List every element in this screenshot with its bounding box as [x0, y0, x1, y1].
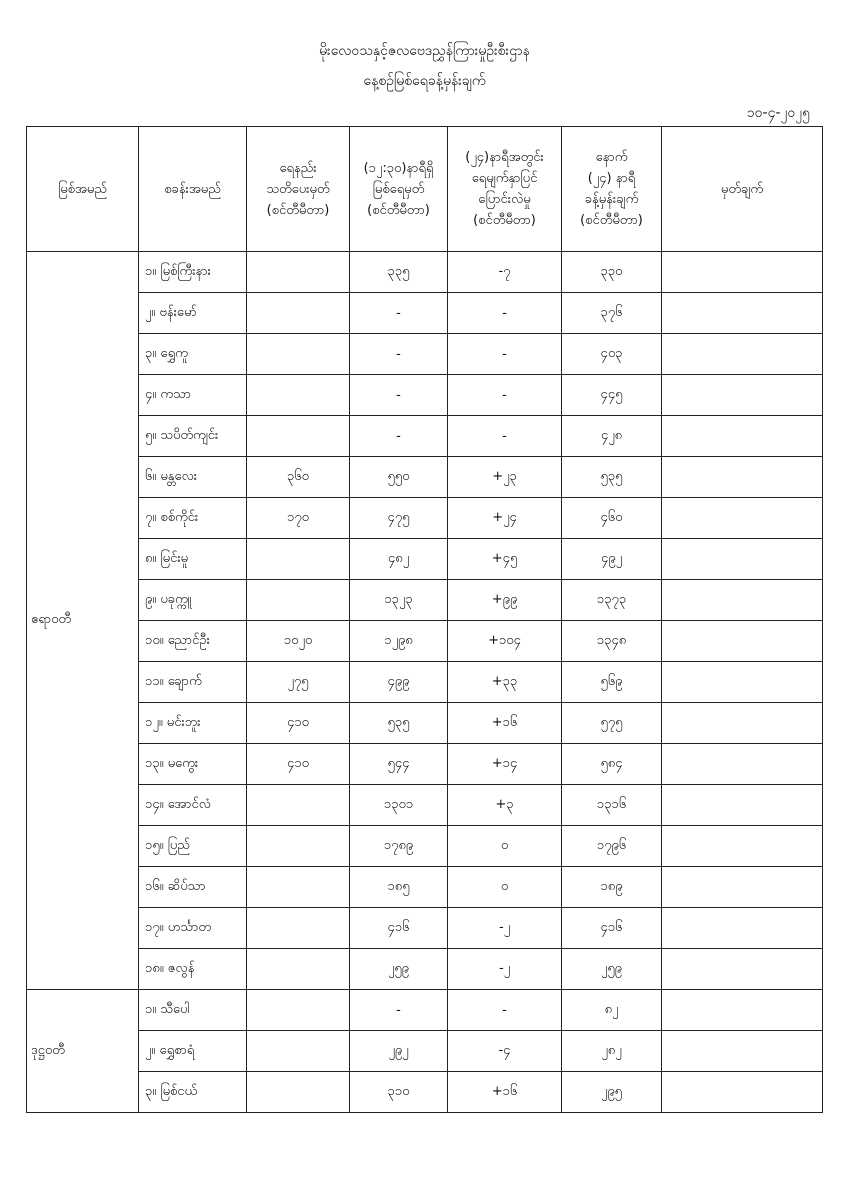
change-cell: +၁၆	[448, 1072, 562, 1113]
forecast-cell: ၅၃၅	[562, 457, 662, 498]
forecast-cell: ၄၂၈	[562, 416, 662, 457]
change-cell: ၀	[448, 867, 562, 908]
remark-cell	[662, 1072, 823, 1113]
forecast-cell: ၄၄၅	[562, 375, 662, 416]
observed-cell: ၁၂၉၈	[350, 621, 448, 662]
remark-cell	[662, 457, 823, 498]
station-cell: ၁။ မြစ်ကြီးနား	[139, 252, 247, 293]
forecast-cell: ၃၇၆	[562, 293, 662, 334]
danger-cell	[247, 949, 350, 990]
observed-cell: ၁၃၀၁	[350, 785, 448, 826]
station-cell: ၈။ မြင်းမူ	[139, 539, 247, 580]
danger-cell	[247, 375, 350, 416]
remark-cell	[662, 252, 823, 293]
change-cell: -၇	[448, 252, 562, 293]
col-header-station: စခန်းအမည်	[139, 127, 247, 252]
remark-cell	[662, 826, 823, 867]
station-cell: ၇။ စစ်ကိုင်း	[139, 498, 247, 539]
change-cell: +၄၅	[448, 539, 562, 580]
forecast-cell: ၁၇၉၆	[562, 826, 662, 867]
col-header-change: (၂၄)နာရီအတွင်း ရေမျက်နှာပြင် ပြောင်းလဲမှု (စင်တီမီတာ)	[448, 127, 562, 252]
station-cell: ၃။ မြစ်ငယ်	[139, 1072, 247, 1113]
change-cell: +၂၃	[448, 457, 562, 498]
danger-cell	[247, 252, 350, 293]
station-cell: ၃။ ရွှေကူ	[139, 334, 247, 375]
change-cell: +၉၉	[448, 580, 562, 621]
table-header-row	[27, 127, 823, 252]
forecast-cell: ၁၃၁၆	[562, 785, 662, 826]
danger-cell	[247, 1072, 350, 1113]
remark-cell	[662, 949, 823, 990]
station-cell: ၁၆။ ဆိပ်သာ	[139, 867, 247, 908]
table-row	[27, 416, 823, 457]
observed-cell: ၂၉၂	[350, 1031, 448, 1072]
change-cell: +၁၀၄	[448, 621, 562, 662]
change-cell: ၀	[448, 826, 562, 867]
station-cell: ၁။ သီပေါ	[139, 990, 247, 1031]
change-cell: -	[448, 990, 562, 1031]
change-cell: +၁၆	[448, 703, 562, 744]
remark-cell	[662, 867, 823, 908]
table-row	[27, 252, 823, 293]
remark-cell	[662, 498, 823, 539]
remark-cell	[662, 785, 823, 826]
change-cell: -	[448, 334, 562, 375]
observed-cell: ၁၇၈၉	[350, 826, 448, 867]
remark-cell	[662, 662, 823, 703]
table-row	[27, 539, 823, 580]
station-cell: ၄။ ကသာ	[139, 375, 247, 416]
table-row	[27, 908, 823, 949]
remark-cell	[662, 1031, 823, 1072]
forecast-cell: ၁၈၉	[562, 867, 662, 908]
remark-cell	[662, 416, 823, 457]
observed-cell: -	[350, 375, 448, 416]
forecast-cell: ၂၈၂	[562, 1031, 662, 1072]
danger-cell: ၄၁၀	[247, 703, 350, 744]
forecast-cell: ၄၀၃	[562, 334, 662, 375]
table-row	[27, 949, 823, 990]
river-name-cell: ဧရာဝတီ	[27, 252, 139, 990]
table-row	[27, 867, 823, 908]
danger-cell	[247, 539, 350, 580]
station-cell: ၁၅။ ပြည်	[139, 826, 247, 867]
table-row	[27, 662, 823, 703]
forecast-cell: ၄၉၂	[562, 539, 662, 580]
report-title: နေ့စဉ်မြစ်ရေခန့်မှန်းချက်	[363, 73, 486, 89]
observed-cell: -	[350, 990, 448, 1031]
remark-cell	[662, 990, 823, 1031]
station-cell: ၁၀။ ညောင်ဦး	[139, 621, 247, 662]
table-row	[27, 621, 823, 662]
danger-cell: ၁၇၀	[247, 498, 350, 539]
danger-cell: ၃၆၀	[247, 457, 350, 498]
river-name-cell: ဒုဋ္ဌဝတီ	[27, 990, 139, 1113]
change-cell: +၂၄	[448, 498, 562, 539]
forecast-cell: ၂၉၅	[562, 1072, 662, 1113]
table-row	[27, 826, 823, 867]
station-cell: ၁၃။ မကွေး	[139, 744, 247, 785]
remark-cell	[662, 293, 823, 334]
table-row	[27, 457, 823, 498]
station-cell: ၂။ ရွှေစာရံ	[139, 1031, 247, 1072]
table-row	[27, 785, 823, 826]
table-row	[27, 375, 823, 416]
change-cell: -၂	[448, 949, 562, 990]
danger-cell	[247, 1031, 350, 1072]
table-row	[27, 1031, 823, 1072]
observed-cell: -	[350, 334, 448, 375]
observed-cell: -	[350, 293, 448, 334]
remark-cell	[662, 580, 823, 621]
table-row	[27, 990, 823, 1031]
remark-cell	[662, 744, 823, 785]
station-cell: ၁၈။ ဇလွန်	[139, 949, 247, 990]
change-cell: +၃၃	[448, 662, 562, 703]
remark-cell	[662, 908, 823, 949]
remark-cell	[662, 539, 823, 580]
forecast-cell: ၁၃၄၈	[562, 621, 662, 662]
danger-cell	[247, 416, 350, 457]
change-cell: +၃	[448, 785, 562, 826]
change-cell: -	[448, 375, 562, 416]
observed-cell: ၄၁၆	[350, 908, 448, 949]
station-cell: ၁၇။ ဟင်္သာတ	[139, 908, 247, 949]
danger-cell	[247, 990, 350, 1031]
danger-cell: ၁၀၂၀	[247, 621, 350, 662]
station-cell: ၁၁။ ချောက်	[139, 662, 247, 703]
observed-cell: ၄၇၅	[350, 498, 448, 539]
danger-cell	[247, 580, 350, 621]
river-forecast-table	[26, 126, 823, 1113]
change-cell: -၄	[448, 1031, 562, 1072]
col-header-danger-level: ရေနည်း သတိပေးမှတ် (စင်တီမီတာ)	[247, 127, 350, 252]
observed-cell: ၄၈၂	[350, 539, 448, 580]
danger-cell: ၂၇၅	[247, 662, 350, 703]
remark-cell	[662, 621, 823, 662]
forecast-cell: ၅၈၄	[562, 744, 662, 785]
danger-cell	[247, 334, 350, 375]
change-cell: +၁၄	[448, 744, 562, 785]
observed-cell: ၅၄၄	[350, 744, 448, 785]
observed-cell: -	[350, 416, 448, 457]
change-cell: -၂	[448, 908, 562, 949]
forecast-cell: ၄၆၀	[562, 498, 662, 539]
table-row	[27, 580, 823, 621]
col-header-remark: မှတ်ချက်	[662, 127, 823, 252]
station-cell: ၅။ သပိတ်ကျင်း	[139, 416, 247, 457]
danger-cell	[247, 785, 350, 826]
station-cell: ၁၂။ မင်းဘူး	[139, 703, 247, 744]
table-row	[27, 293, 823, 334]
table-row	[27, 1072, 823, 1113]
change-cell: -	[448, 293, 562, 334]
forecast-cell: ၁၃၇၃	[562, 580, 662, 621]
col-header-forecast: နောက် (၂၄) နာရီ ခန့်မှန်းချက် (စင်တီမီတာ)	[562, 127, 662, 252]
observed-cell: ၂၅၉	[350, 949, 448, 990]
observed-cell: ၅၃၅	[350, 703, 448, 744]
forecast-cell: ၅၆၉	[562, 662, 662, 703]
observed-cell: ၃၃၅	[350, 252, 448, 293]
danger-cell	[247, 293, 350, 334]
remark-cell	[662, 375, 823, 416]
danger-cell: ၄၁၀	[247, 744, 350, 785]
forecast-cell: ၂၅၉	[562, 949, 662, 990]
remark-cell	[662, 703, 823, 744]
forecast-cell: ၈၂	[562, 990, 662, 1031]
department-title: မိုးလေဝသနှင့်ဇလဗေဒညွှန်ကြားမှုဦးစီးဌာန	[319, 43, 530, 59]
remark-cell	[662, 334, 823, 375]
station-cell: ၉။ ပခုက္ကူ	[139, 580, 247, 621]
danger-cell	[247, 908, 350, 949]
danger-cell	[247, 826, 350, 867]
observed-cell: ၃၁၀	[350, 1072, 448, 1113]
danger-cell	[247, 867, 350, 908]
change-cell: -	[448, 416, 562, 457]
table-row	[27, 744, 823, 785]
table-row	[27, 498, 823, 539]
station-cell: ၆။ မန္တလေး	[139, 457, 247, 498]
observed-cell: ၁၃၂၃	[350, 580, 448, 621]
station-cell: ၂။ ဗန်းမော်	[139, 293, 247, 334]
station-cell: ၁၄။ အောင်လံ	[139, 785, 247, 826]
col-header-observed-level: (၁၂:၃၀)နာရီရှိ မြစ်ရေမှတ် (စင်တီမီတာ)	[350, 127, 448, 252]
forecast-cell: ၄၁၆	[562, 908, 662, 949]
forecast-cell: ၃၃၀	[562, 252, 662, 293]
table-row	[27, 334, 823, 375]
observed-cell: ၄၉၉	[350, 662, 448, 703]
forecast-cell: ၅၇၅	[562, 703, 662, 744]
col-header-river: မြစ်အမည်	[27, 127, 139, 252]
report-date: ၁၀-၄-၂၀၂၅	[746, 105, 810, 121]
observed-cell: ၅၅၀	[350, 457, 448, 498]
table-row	[27, 703, 823, 744]
observed-cell: ၁၈၅	[350, 867, 448, 908]
